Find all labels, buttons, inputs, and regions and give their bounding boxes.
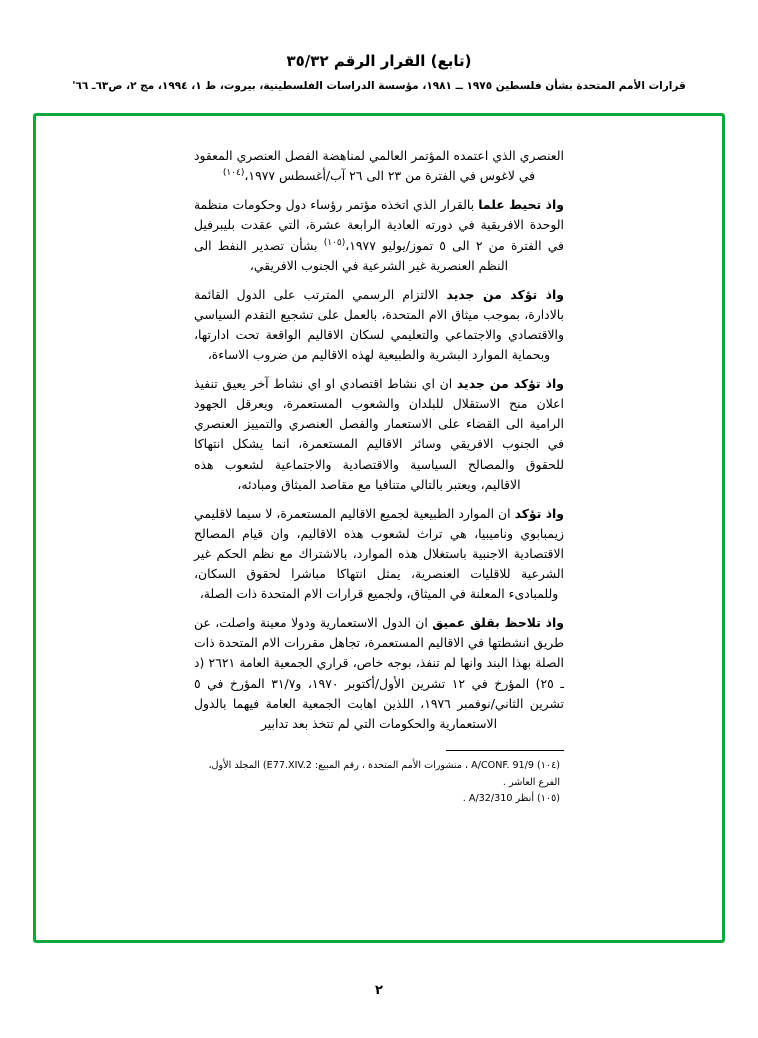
paragraph-6-text: ان الدول الاستعمارية ودولا معينة واصلت، عن طريق انشطتها في الاقاليم المستعمرة، تجاهل مقررات الام المتحدة ذات الصلة بهذا البند وانها لم تنفذ، بوجه خاص، قراري الجمعية العامة ٢٦٢١ (د ـ ٢٥) المؤرخ في ١٢ تشرين الأول/أكتوبر ١٩٧٠، و٣١/٧ المؤرخ في ٥ تشرين الثاني/نوفمبر ١٩٧٦، اللذين اهابت الجمعية العامة فيهما بالدول الاستعمارية والحكومات التي لم تتخذ بعد تدابير [194, 615, 564, 731]
paragraph-6 [194, 613, 564, 734]
document-header [0, 0, 758, 92]
paragraph-3-text: الالتزام الرسمي المترتب على الدول القائمة بالادارة، بموجب ميثاق الام المتحدة، بالعمل على تشجيع التقدم السياسي والاقتصادي والاجتماعي والتعليمي لسكان الاقاليم الواقعة تحت ادارتها، وبحماية الموارد البشرية والطبيعية لهذه الاقاليم من ضروب الاساءة، [194, 286, 564, 363]
content-frame [33, 113, 725, 943]
paragraph-2-text: بالقرار الذي اتخذه مؤتمر رؤساء دول وحكومات منظمة الوحدة الافريقية في دورته العادية الرابعة عشرة، التي عقدت بليبرفيل في الفترة من ٢ الى ٥ تموز/يوليو ١٩٧٧، [194, 197, 564, 253]
paragraph-6-lead: واذ تلاحظ بقلق عميق [432, 615, 564, 631]
footnote-text: A/CONF. 91/9 ، منشورات الأمم المتحدة ، رقم المبيع: E77.XIV.2) المجلد الأول، الفرع العاشر . [208, 759, 560, 788]
paragraph-1-note: (١٠٤) [222, 168, 245, 179]
footnote-separator [446, 750, 564, 751]
paragraph-4-lead: واذ تؤكد من جديد [456, 376, 564, 392]
paragraph-1-text: العنصري الذي اعتمده المؤتمر العالمي لمناهضة الفصل العنصري المعقود في لاغوس في الفترة من ٢٣ الى ٢٦ آب/أغسطس ١٩٧٧، [194, 148, 564, 184]
paragraph-4 [194, 374, 564, 495]
footnote-text: أنظر A/32/310 . [462, 793, 534, 805]
footnote-item [194, 791, 564, 808]
content-area [36, 116, 722, 940]
body-text [194, 146, 564, 734]
document-source-line: قرارات الأمم المتحدة بشأن فلسطين ١٩٧٥ ــ ١٩٨١، مؤسسة الدراسات الفلسطينية، بيروت، ط ١، ١٩٩٤، مج ٢، ص٦٣ـ ٦٦' [72, 80, 686, 92]
paragraph-5 [194, 504, 564, 604]
footnotes [194, 758, 564, 808]
page-title: (تابع) القرار الرقم ٣٥/٣٢ [286, 52, 472, 70]
paragraph-3 [194, 285, 564, 365]
paragraph-2-lead: واذ تحيط علما [478, 197, 564, 213]
footnote-item [194, 758, 564, 792]
paragraph-5-text: ان الموارد الطبيعية لجميع الاقاليم المستعمرة، لا سيما لاقليمي زيمبابوي وناميبيا، هي تراث لشعوب هذه الاقاليم، وان قيام المصالح الاقتصادية الاجنبية باستغلال هذه الموارد، بالاشتراك مع نظم الحكم غير الشرعية للاقليات العنصرية، يمثل انتهاكا مباشرا لحقوق السكان، وللمبادىء المعلنة في الميثاق، ولجميع قرارات الام المتحدة ذات الصلة، [194, 505, 564, 602]
page-number: ٢ [375, 983, 383, 998]
footnote-number: (١٠٤) [537, 759, 560, 771]
paragraph-4-text: ان اي نشاط اقتصادي او اي نشاط آخر يعيق تنفيذ اعلان منح الاستقلال للبلدان والشعوب المستعمرة، ويعرقل الجهود الرامية الى القضاء على الاستعمار والفصل العنصري والتمييز العنصري في الجنوب الافريقي وسائر الاقاليم المستعمرة، انما يشكل انتهاكا للحقوق والمصالح السياسية والاقتصادية والاجتماعية لشعوب هذه الاقاليم، ويعتبر بالتالي متنافيا مع مقاصد الميثاق ومبادئه، [194, 376, 564, 492]
paragraph-2-note: (١٠٥) [323, 237, 346, 248]
paragraph-3-lead: واذ تؤكد من جديد [446, 286, 564, 302]
paragraph-2-tail: بشأن تصدير النفط الى النظم العنصرية غير الشرعية في الجنوب الافريقي، [194, 237, 509, 273]
paragraph-5-lead: واذ تؤكد [514, 505, 565, 521]
paragraph-1 [194, 146, 564, 186]
footnote-number: (١٠٥) [537, 793, 560, 805]
paragraph-2 [194, 195, 564, 276]
